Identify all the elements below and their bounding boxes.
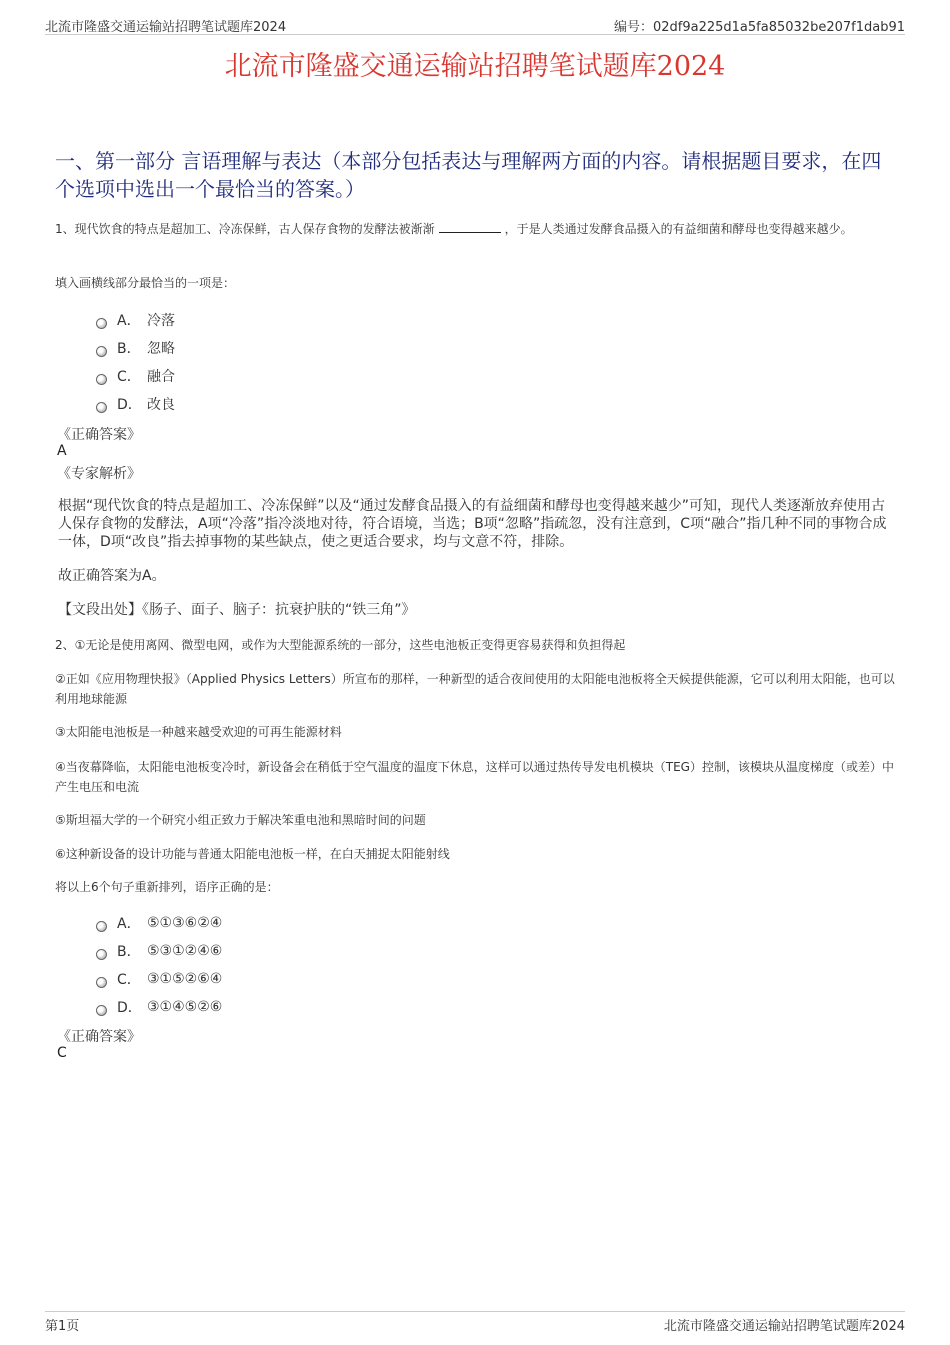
q2-option-d[interactable] — [96, 997, 222, 1017]
option-letter: A． — [117, 313, 141, 329]
q2-sentence-6: ⑥这种新设备的设计功能与普通太阳能电池板一样，在白天捕捉太阳能射线 — [55, 847, 450, 861]
option-text: 冷落 — [147, 313, 175, 329]
option-letter: C． — [117, 972, 141, 988]
option-letter: A． — [117, 916, 141, 932]
q1-analysis: 根据“现代饮食的特点是超加工、冷冻保鲜”以及“通过发酵食品摄入的有益细菌和酵母也变得越来越少”可知，现代人类逐渐放弃使用古人保存食物的发酵法，A项“冷落”指冷淡地对待，符合语境，当选；B项“忽略”指疏忽，没有注意到，C项“融合”指几种不同的事物合成一体，D项“改良”指去掉事物的某些缺点，使之更适合要求，均与文意不符，排除。 — [58, 498, 887, 550]
radio-icon[interactable] — [96, 949, 107, 960]
option-letter: C． — [117, 369, 141, 385]
option-text: ③①④⑤②⑥ — [147, 999, 223, 1015]
q1-answer-label: 《正确答案》 — [57, 427, 141, 443]
q1-option-d[interactable] — [96, 394, 175, 414]
q1-conclusion: 故正确答案为A。 — [58, 568, 166, 584]
q1-analysis-label: 《专家解析》 — [57, 466, 141, 482]
option-text: 融合 — [147, 369, 175, 385]
q2-prompt: 将以上6个句子重新排列，语序正确的是： — [55, 880, 279, 894]
radio-icon[interactable] — [96, 346, 107, 357]
q2-sentence-5: ⑤斯坦福大学的一个研究小组正致力于解决笨重电池和黑暗时间的问题 — [55, 813, 426, 827]
q1-blank — [439, 220, 501, 233]
q1-prompt: 填入画横线部分最恰当的一项是： — [55, 276, 236, 290]
option-text: 改良 — [147, 397, 175, 413]
q2-option-c[interactable] — [96, 969, 222, 989]
q2-sentence-2: ②正如《应用物理快报》（Applied Physics Letters）所宣布的那样，一种新型的适合夜间使用的太阳能电池板将全天候提供能源，它可以利用太阳能，也可以利用地球能源 — [55, 672, 895, 706]
page-number: 第1页 — [45, 1319, 80, 1334]
option-text: ⑤③①②④⑥ — [147, 943, 223, 959]
header-doc-id: 编号：02df9a225d1a5fa85032be207f1dab91 — [613, 20, 905, 35]
radio-icon[interactable] — [96, 977, 107, 988]
q1-source: 【文段出处】《肠子、面子、脑子：抗衰护肤的“铁三角”》 — [58, 602, 416, 618]
radio-icon[interactable] — [96, 374, 107, 385]
section-heading: 一、第一部分 言语理解与表达（本部分包括表达与理解两方面的内容。请根据题目要求，在四个选项中选出一个最恰当的答案。） — [55, 149, 882, 201]
q1-option-c[interactable] — [96, 366, 175, 386]
option-text: 忽略 — [147, 341, 175, 357]
q1-stem-before: 1、现代饮食的特点是超加工、冷冻保鲜，古人保存食物的发酵法被渐渐 — [55, 222, 435, 236]
q1-stem-after: ，于是人类通过发酵食品摄入的有益细菌和酵母也变得越来越少。 — [504, 222, 853, 236]
q1-stem — [55, 219, 900, 239]
q1-option-b[interactable] — [96, 338, 175, 358]
document-title: 北流市隆盛交通运输站招聘笔试题库2024 — [224, 51, 726, 82]
page-footer — [45, 1311, 905, 1334]
option-letter: B． — [117, 944, 141, 960]
q2-answer-label: 《正确答案》 — [57, 1029, 141, 1045]
q2-sentence-1: 2、①无论是使用离网、微型电网，或作为大型能源系统的一部分，这些电池板正变得更容易获得和负担得起 — [55, 638, 626, 652]
radio-icon[interactable] — [96, 402, 107, 413]
radio-icon[interactable] — [96, 921, 107, 932]
q2-option-b[interactable] — [96, 941, 222, 961]
q2-sentence-3: ③太阳能电池板是一种越来越受欢迎的可再生能源材料 — [55, 725, 342, 739]
option-letter: D． — [117, 1000, 142, 1016]
q1-answer: A — [57, 443, 67, 459]
option-text: ③①⑤②⑥④ — [147, 971, 223, 987]
footer-title: 北流市隆盛交通运输站招聘笔试题库2024 — [663, 1319, 905, 1334]
header-title: 北流市隆盛交通运输站招聘笔试题库2024 — [45, 20, 287, 35]
option-letter: D． — [117, 397, 142, 413]
q2-sentence-4: ④当夜幕降临，太阳能电池板变冷时，新设备会在稍低于空气温度的温度下休息，这样可以通过热传导发电机模块（TEG）控制，该模块从温度梯度（或差）中产生电压和电流 — [55, 760, 894, 794]
q2-option-a[interactable] — [96, 913, 222, 933]
page-header — [45, 14, 905, 35]
radio-icon[interactable] — [96, 1005, 107, 1016]
option-letter: B． — [117, 341, 141, 357]
option-text: ⑤①③⑥②④ — [147, 915, 223, 931]
radio-icon[interactable] — [96, 318, 107, 329]
q1-option-a[interactable] — [96, 310, 175, 330]
q2-answer: C — [57, 1045, 67, 1061]
